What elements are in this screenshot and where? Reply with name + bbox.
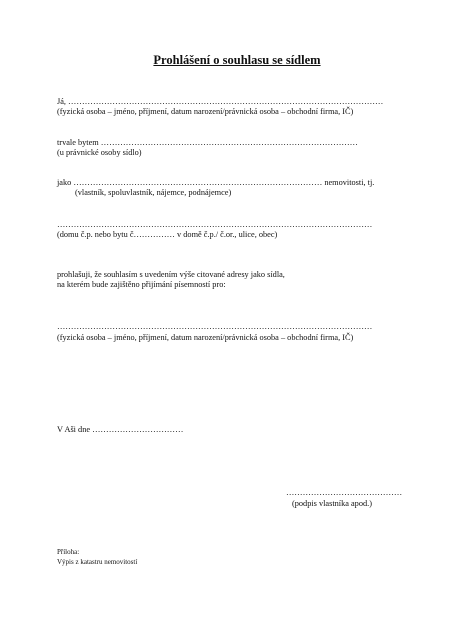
place-date-line: V Aši dne ……………………………: [57, 425, 184, 434]
attachment-label: Příloha:: [57, 548, 80, 556]
dots-line: ……………………………………………………………………………………………………: [57, 220, 373, 229]
domu-caption: (domu č.p. nebo bytu č…………… v domě č.p./ č.or., ulice, obec): [57, 230, 278, 239]
signature-caption: (podpis vlastníka apod.): [292, 499, 372, 508]
trvale-bytem-line: trvale bytem …………………………………………………………………………………: [57, 138, 358, 147]
prohlasuji-line-2: na kterém bude zajištěno přijímání písemností pro:: [57, 280, 226, 289]
document-title: Prohlášení o souhlasu se sídlem: [153, 53, 321, 67]
ja-line: Já, ……………………………………………………………………………………………………: [57, 97, 384, 106]
trvale-bytem-caption: (u právnické osoby sídlo): [57, 148, 142, 157]
dots-line-2: ……………………………………………………………………………………………………: [57, 322, 373, 331]
attachment-item: Výpis z katastru nemovitostí: [57, 558, 138, 566]
jako-line: jako ……………………………………………………………………………… nemovitosti, tj.: [57, 178, 375, 187]
prohlasuji-line-1: prohlašuji, že souhlasím s uvedením výše citované adresy jako sídla,: [57, 270, 285, 279]
second-caption: (fyzická osoba – jméno, příjmení, datum narození/právnická osoba – obchodní firma, IČ): [57, 333, 354, 342]
ja-caption: (fyzická osoba – jméno, příjmení, datum narození/právnická osoba – obchodní firma, IČ): [57, 107, 354, 116]
signature-dots: ……………………………………: [286, 488, 403, 497]
jako-caption: (vlastník, spoluvlastník, nájemce, podnájemce): [75, 188, 232, 197]
